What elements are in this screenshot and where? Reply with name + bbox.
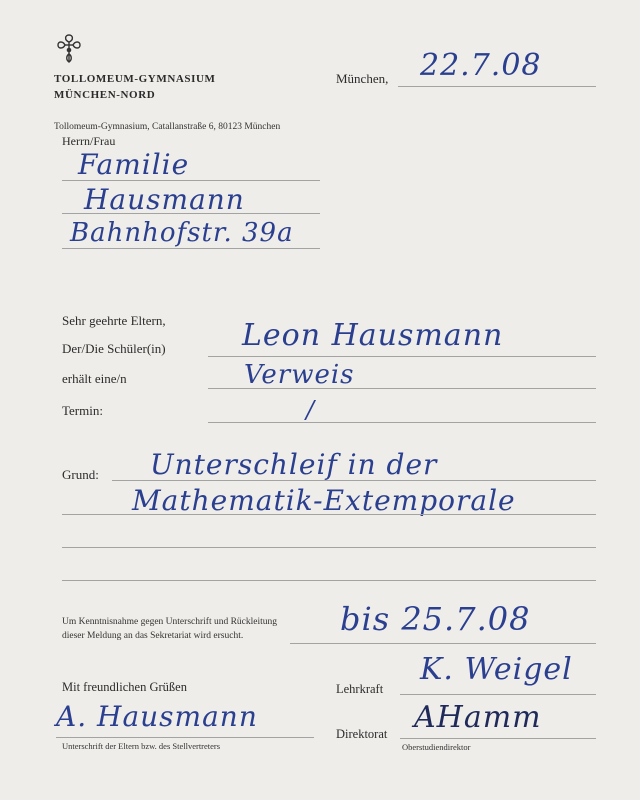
date-line (398, 86, 596, 87)
student-label: Der/Die Schüler(in) (62, 341, 166, 356)
student-rule (208, 356, 596, 357)
receives-value: Verweis (244, 360, 355, 390)
school-address: Tollomeum-Gymnasium, Catallanstraße 6, 80123 München (54, 122, 281, 132)
recipient-rule-3 (62, 248, 320, 249)
school-name-line1: TOLLOMEUM-GYMNASIUM (54, 73, 216, 85)
reason-line1: Unterschleif in der (150, 448, 438, 481)
teacher-label: Lehrkraft (336, 682, 384, 696)
reason-line2: Mathematik-Extemporale (132, 484, 516, 517)
receives-rule (208, 388, 596, 389)
parent-signature: A. Hausmann (56, 700, 258, 733)
director-rule (400, 738, 596, 739)
appointment-label: Termin: (62, 403, 103, 418)
ornament-icon (54, 32, 84, 68)
return-request-line1: Um Kenntnisnahme gegen Unterschrift und Rückleitung (62, 617, 278, 627)
director-caption: Oberstudiendirektor (402, 742, 471, 752)
director-signature: AHamm (414, 700, 542, 735)
reason-rule-3 (62, 547, 596, 548)
parent-caption: Unterschrift der Eltern bzw. des Stellvertreters (62, 741, 221, 751)
teacher-signature: K. Weigel (420, 652, 573, 687)
director-label: Direktorat (336, 727, 388, 741)
date-value: 22.7.08 (420, 48, 542, 83)
recipient-line2: Hausmann (84, 183, 245, 216)
recipient-line1: Familie (78, 148, 190, 181)
school-name-line2: MÜNCHEN-NORD (54, 89, 156, 101)
reason-rule-4 (62, 580, 596, 581)
recipient-line3: Bahnhofstr. 39a (70, 218, 294, 248)
reason-label: Grund: (62, 467, 99, 482)
appointment-value: / (306, 396, 316, 424)
place-label: München, (336, 71, 389, 86)
recipient-rule-2 (62, 213, 320, 214)
deadline-value: bis 25.7.08 (340, 600, 531, 638)
salutation-label: Herrn/Frau (62, 134, 116, 148)
parent-rule (56, 737, 314, 738)
appointment-rule (208, 422, 596, 423)
greeting: Sehr geehrte Eltern, (62, 313, 166, 328)
return-request-line2: dieser Meldung an das Sekretariat wird ersucht. (62, 631, 244, 641)
deadline-rule (290, 643, 596, 644)
teacher-rule (400, 694, 596, 695)
reason-rule-2 (62, 514, 596, 515)
receives-label: erhält eine/n (62, 371, 127, 386)
closing-greeting: Mit freundlichen Grüßen (62, 680, 187, 694)
student-value: Leon Hausmann (242, 318, 504, 353)
recipient-rule-1 (62, 180, 320, 181)
